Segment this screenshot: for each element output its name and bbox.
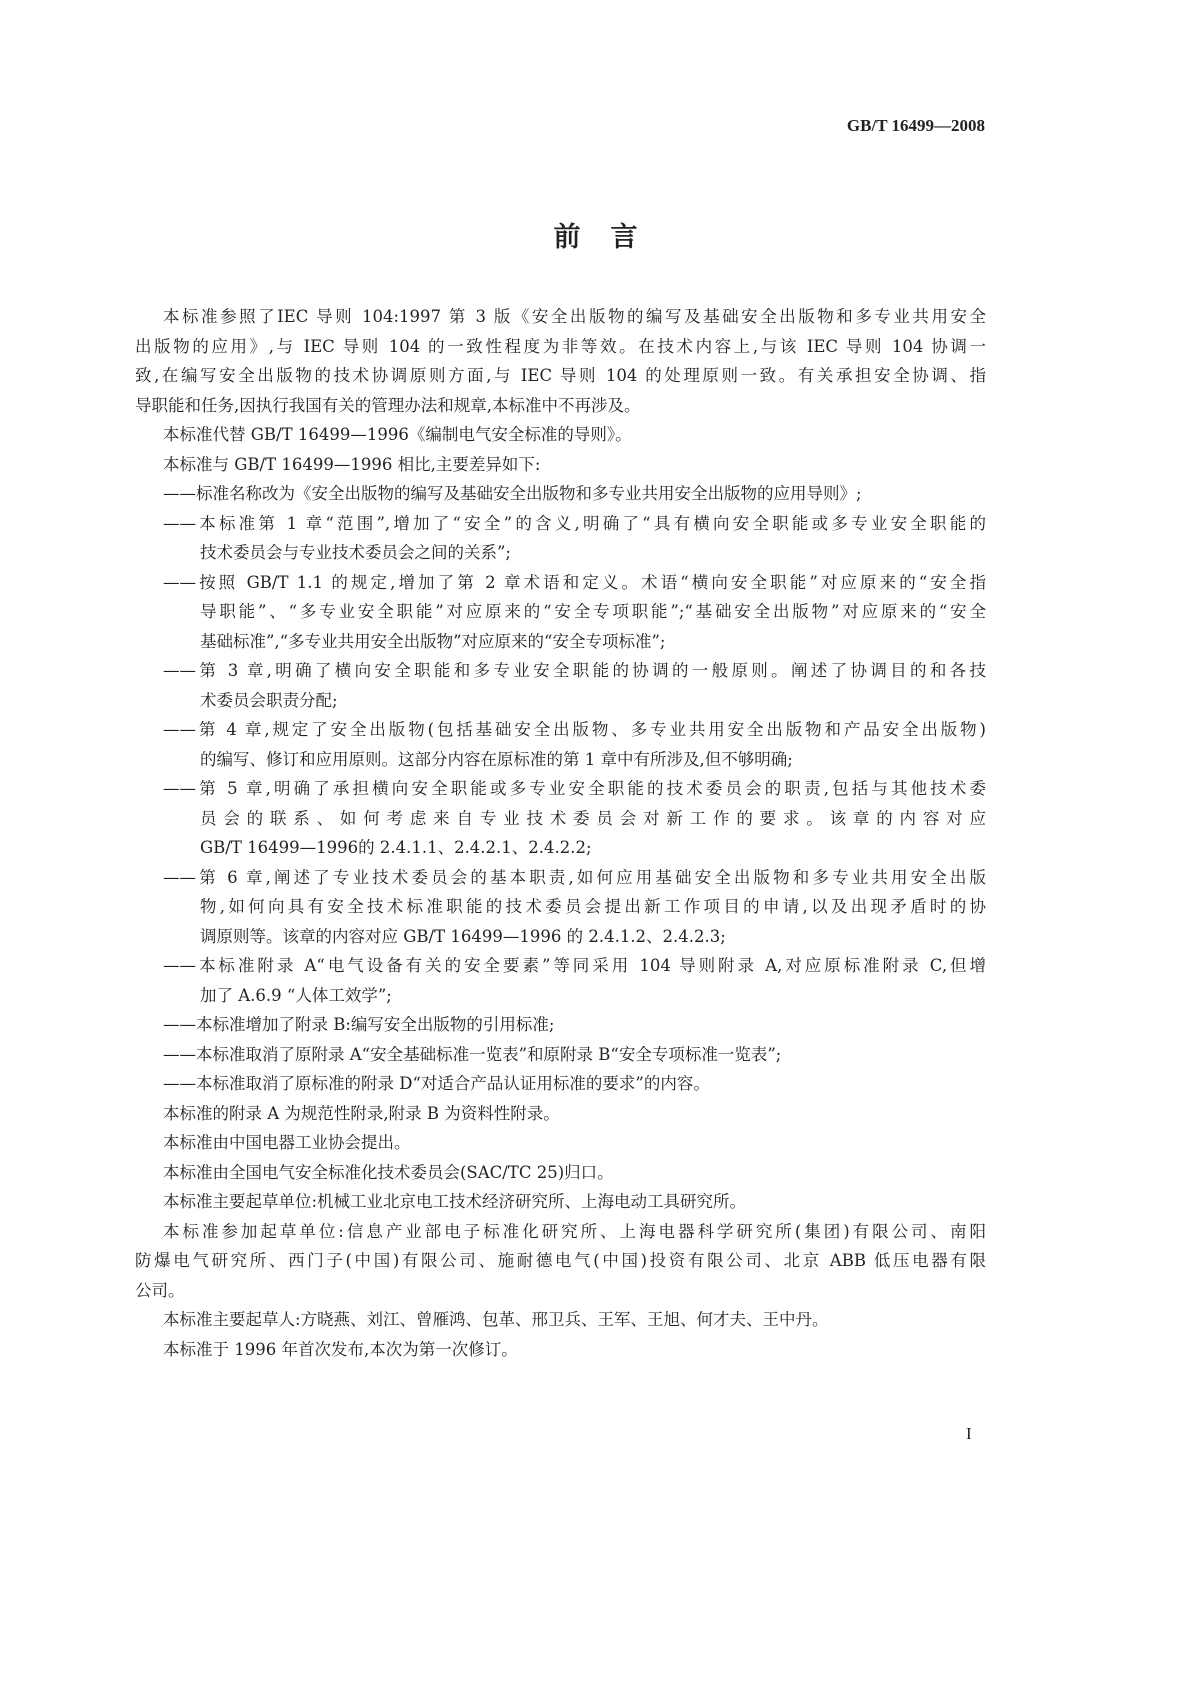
text-line: 导职能”、“多专业安全职能”对应原来的“安全专项职能”;“基础安全出版物”对应原来的“安全 (200, 602, 986, 621)
text-line: 本标准的附录 A 为规范性附录,附录 B 为资料性附录。 (163, 1103, 560, 1123)
text-line: ——本标准增加了附录 B:编写安全出版物的引用标准; (163, 1015, 555, 1034)
text-line: ——第 5 章,明确了承担横向安全职能或多专业安全职能的技术委员会的职责,包括与其他技术委 (163, 779, 986, 798)
paragraph (135, 1158, 986, 1188)
paragraph (135, 1335, 986, 1365)
list-item (135, 1010, 986, 1040)
text-line: 本标准由全国电气安全标准化技术委员会(SAC/TC 25)归口。 (163, 1162, 614, 1182)
text-line: 的编写、修订和应用原则。这部分内容在原标准的第 1 章中有所涉及,但不够明确; (200, 749, 793, 769)
text-line: 导职能和任务,因执行我国有关的管理办法和规章,本标准中不再涉及。 (135, 395, 641, 415)
paragraph (135, 1217, 986, 1306)
text-line: 本标准参照了IEC 导则 104:1997 第 3 版《安全出版物的编写及基础安全出版物和多专业共用安全 (163, 307, 986, 326)
text-line: ——按照 GB/T 1.1 的规定,增加了第 2 章术语和定义。术语“横向安全职能”对应原来的“安全指 (163, 572, 986, 592)
text-line: 本标准主要起草人:方晓燕、刘江、曾雁鸿、包革、邢卫兵、王军、王旭、何才夫、王中丹。 (163, 1310, 829, 1329)
list-item (135, 715, 986, 774)
text-line: 加了 A.6.9 “人体工效学”; (200, 985, 392, 1005)
text-line: 术委员会职责分配; (200, 690, 338, 710)
list-item (135, 774, 986, 863)
text-line: 出版物的应用》,与 IEC 导则 104 的一致性程度为非等效。在技术内容上,与该 IEC 导则 104 协调一 (135, 336, 986, 356)
text-line: 本标准参加起草单位:信息产业部电子标准化研究所、上海电器科学研究所(集团)有限公司、南阳 (163, 1221, 986, 1241)
text-line: 本标准由中国电器工业协会提出。 (163, 1133, 411, 1152)
text-line: ——第 6 章,阐述了专业技术委员会的基本职责,如何应用基础安全出版物和多专业共用安全出版 (163, 867, 986, 887)
paragraph (135, 1187, 986, 1217)
list-item (135, 1069, 986, 1099)
text-line: ——标准名称改为《安全出版物的编写及基础安全出版物和多专业共用安全出版物的应用导则》; (163, 484, 862, 503)
list-item (135, 656, 986, 715)
text-line: GB/T 16499—1996的 2.4.1.1、2.4.2.1、2.4.2.2; (200, 838, 592, 857)
paragraph (135, 450, 986, 480)
text-line: 调原则等。该章的内容对应 GB/T 16499—1996 的 2.4.1.2、2.4.2.3; (200, 926, 726, 946)
text-line: 本标准代替 GB/T 16499—1996《编制电气安全标准的导则》。 (163, 425, 632, 444)
text-line: 防爆电气研究所、西门子(中国)有限公司、施耐德电气(中国)投资有限公司、北京 ABB 低压电器有限 (135, 1251, 986, 1270)
list-item (135, 568, 986, 657)
document-body (135, 302, 986, 1364)
text-line: 技术委员会与专业技术委员会之间的关系”; (200, 543, 511, 562)
paragraph (135, 420, 986, 450)
text-line: 致,在编写安全出版物的技术协调原则方面,与 IEC 导则 104 的处理原则一致。有关承担安全协调、指 (135, 366, 986, 385)
paragraph (135, 1305, 986, 1335)
text-line: ——本标准附录 A“电气设备有关的安全要素”等同采用 104 导则附录 A,对应原标准附录 C,但增 (163, 956, 986, 975)
paragraph (135, 302, 986, 420)
paragraph (135, 1128, 986, 1158)
list-item (135, 863, 986, 952)
text-line: ——第 4 章,规定了安全出版物(包括基础安全出版物、多专业共用安全出版物和产品安全出版物) (163, 720, 986, 739)
list-item (135, 1040, 986, 1070)
list-item (135, 951, 986, 1010)
text-line: ——本标准第 1 章“范围”,增加了“安全”的含义,明确了“具有横向安全职能或多专业安全职能的 (163, 513, 986, 533)
standard-number: GB/T 16499—2008 (846, 116, 985, 135)
paragraph (135, 1099, 986, 1129)
text-line: 公司。 (135, 1280, 185, 1300)
list-item (135, 509, 986, 568)
list-item (135, 479, 986, 509)
page-title: 前言 (553, 222, 668, 253)
text-line: ——第 3 章,明确了横向安全职能和多专业安全职能的协调的一般原则。阐述了协调目的和各技 (163, 661, 986, 680)
page-number: I (966, 1424, 972, 1443)
text-line: 基础标准”,“多专业共用安全出版物”对应原来的“安全专项标准”; (200, 631, 666, 651)
text-line: 本标准于 1996 年首次发布,本次为第一次修订。 (163, 1339, 518, 1359)
text-line: 本标准与 GB/T 16499—1996 相比,主要差异如下: (163, 454, 541, 474)
text-line: ——本标准取消了原标准的附录 D“对适合产品认证用标准的要求”的内容。 (163, 1074, 710, 1093)
text-line: 员会的联系、如何考虑来自专业技术委员会对新工作的要求。该章的内容对应 (200, 808, 986, 828)
text-line: ——本标准取消了原附录 A“安全基础标准一览表”和原附录 B“安全专项标准一览表”; (163, 1044, 782, 1064)
text-line: 本标准主要起草单位:机械工业北京电工技术经济研究所、上海电动工具研究所。 (163, 1192, 747, 1211)
text-line: 物,如何向具有安全技术标准职能的技术委员会提出新工作项目的申请,以及出现矛盾时的协 (200, 897, 986, 916)
